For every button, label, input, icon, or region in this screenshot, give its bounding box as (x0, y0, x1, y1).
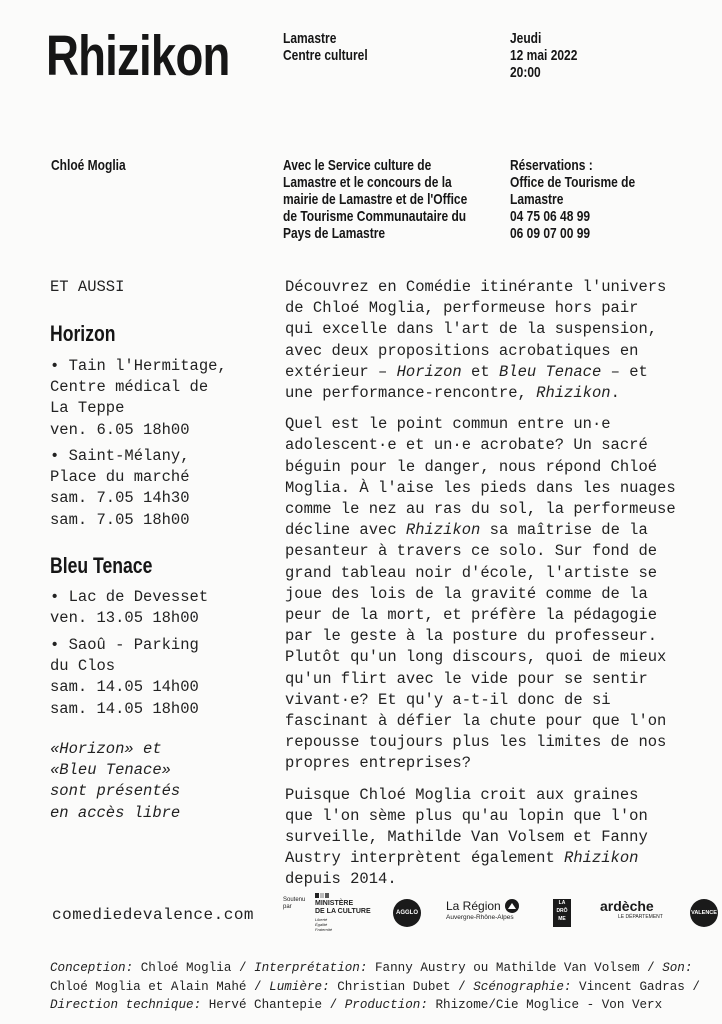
credits (50, 959, 710, 1015)
text-line: par le geste à la posture du professeur. (285, 627, 658, 646)
text-line: de Chloé Moglia, performeuse hors pair (285, 299, 639, 318)
event-day: Jeudi (510, 30, 542, 47)
text-line: joue des lois de la gravité comme de la (285, 584, 648, 603)
listing-line: du Clos (50, 657, 116, 676)
phone-number[interactable]: 06 09 07 00 99 (510, 225, 591, 242)
reservations-org: Office de Tourisme de (510, 174, 636, 191)
text-line: avec deux propositions acrobatiques en (285, 341, 639, 360)
valence-logo (690, 899, 718, 927)
text-line: Découvrez en Comédie itinérante l'univers (285, 278, 667, 296)
ardeche-logo (600, 899, 663, 920)
text-line: vivant·e? Et qu'y a-t-il donc de si (285, 690, 611, 709)
listing-line: • Saint-Mélany, (50, 447, 190, 465)
listing-line: La Teppe (50, 399, 125, 418)
valence-label: VALENCE (691, 910, 717, 916)
ministere-name: MINISTÈRE (315, 900, 354, 907)
credit-value: Vincent Gadras / (571, 979, 700, 994)
credit-role: Conception: (50, 961, 134, 975)
text-line: depuis 2014. (285, 870, 397, 889)
text-line: Plutôt qu'un long discours, quoi de mieux (285, 648, 667, 667)
drome-letters: ME (558, 916, 566, 922)
flag-icon (315, 893, 371, 898)
listing-line: sam. 7.05 14h30 (50, 489, 190, 508)
also-label: ET AUSSI (50, 278, 125, 296)
artist-name: Chloé Moglia (51, 157, 126, 174)
listing-line: Place du marché (50, 468, 190, 487)
page-title: Rhizikon (46, 24, 230, 88)
text-line: repousse toujours plus les limites de nos (285, 733, 667, 752)
free-access-note (50, 739, 180, 824)
event-date: 12 mai 2022 (510, 47, 578, 64)
credit-value: Chloé Moglia et Alain Mahé / (50, 979, 270, 994)
credit-value: Christian Dubet / (329, 979, 474, 994)
drome-letters: LA (558, 900, 566, 906)
ardeche-name: ardèche (600, 898, 654, 914)
listing-line: • Lac de Devesset (50, 588, 209, 606)
credit-value: Fanny Austry ou Mathilde Van Volsem / (367, 961, 663, 975)
reservations-block (510, 157, 635, 242)
venue-town: Lamastre (283, 30, 337, 47)
paragraph-intro (285, 277, 715, 404)
credit-role: Production: (344, 998, 428, 1012)
bleu-venue-1 (50, 587, 208, 629)
text-line: qu'un flirt avec le vide pour se sentir (285, 669, 648, 688)
credit-value: Hervé Chantepie / (201, 998, 345, 1012)
agglo-label: AGGLO (396, 910, 418, 916)
ministere-name: DE LA CULTURE (315, 908, 371, 915)
partners-line: Avec le Service culture de (283, 157, 432, 174)
text-line: béguin pour le danger, nous répond Chloé (285, 457, 658, 476)
note-line: en accès libre (50, 803, 181, 822)
note-line: «Horizon» et (50, 740, 162, 758)
text-line: Quel est le point commun entre un·e (285, 415, 611, 434)
supported-by-label: Soutenu par (283, 897, 306, 910)
text-line: Austry interprètent également Rhizikon (285, 849, 639, 868)
text-line: qui excelle dans l'art de la suspension, (285, 320, 658, 339)
note-line: «Bleu Tenace» (50, 761, 171, 780)
text-line: comme le nez au ras du sol, la performeuse (285, 500, 676, 519)
text-line: surveille, Mathilde Van Volsem et Fanny (285, 828, 648, 847)
paragraph-description (285, 414, 715, 774)
event-time: 20:00 (510, 64, 541, 81)
motto-line: Fraternité (315, 927, 333, 932)
credit-role: Scénographie: (473, 979, 572, 994)
horizon-venue-1 (50, 356, 227, 441)
text-line: Puisque Chloé Moglia croit aux graines (285, 785, 639, 804)
website-link[interactable]: comediedevalence.com (52, 906, 255, 924)
listing-line: sam. 7.05 18h00 (50, 510, 190, 529)
text-line: extérieur – Horizon et Bleu Tenace – et (285, 362, 648, 381)
credit-role: Son: (662, 961, 693, 975)
partners-block (283, 157, 467, 242)
text-line: que l'on sème plus qu'au lopin que l'on (285, 806, 648, 825)
region-subtitle: Auvergne-Rhône-Alpes (446, 914, 514, 921)
credit-role: Lumière: (269, 979, 330, 994)
bleu-tenace-title: Bleu Tenace (50, 553, 153, 578)
text-line: adolescent·e et un·e acrobate? Un sacré (285, 436, 648, 455)
text-line: une performance-rencontre, Rhizikon. (285, 384, 620, 403)
note-line: sont présentés (50, 782, 181, 801)
text-line: décline avec Rhizikon sa maîtrise de la (285, 521, 648, 540)
credit-role: Interprétation: (254, 961, 368, 975)
venue-name: Centre culturel (283, 47, 368, 64)
credit-value: Rhizome/Cie Moglice - Von Verx (427, 998, 663, 1012)
mountain-icon (505, 899, 519, 913)
motto-line: Égalité (315, 922, 328, 927)
partners-line: de Tourisme Communautaire du (283, 208, 467, 225)
region-logo (446, 899, 519, 921)
listing-line: • Tain l'Hermitage, (50, 357, 227, 375)
listing-line: sam. 14.05 18h00 (50, 699, 199, 718)
agglo-logo (393, 899, 421, 927)
listing-line: ven. 13.05 18h00 (50, 609, 199, 628)
text-line: propres entreprises? (285, 754, 472, 773)
text-line: Moglia. À l'aise les pieds dans les nuages (285, 478, 676, 497)
listing-line: • Saoû - Parking (50, 636, 199, 654)
bleu-venue-2 (50, 635, 199, 720)
main-article (285, 277, 715, 901)
ardeche-subtitle: LE DÉPARTEMENT (618, 914, 663, 920)
credit-role: Direction technique: (50, 998, 202, 1012)
listing-line: sam. 14.05 14h00 (50, 678, 199, 697)
horizon-title: Horizon (50, 321, 116, 346)
drome-letters: DRÔ (556, 908, 568, 914)
listing-line: ven. 6.05 18h00 (50, 420, 190, 439)
horizon-venue-2 (50, 446, 190, 531)
partners-line: mairie de Lamastre et de l'Office (283, 191, 468, 208)
paragraph-closing (285, 785, 715, 891)
partners-line: Lamastre et le concours de la (283, 174, 452, 191)
motto-line: Liberté (315, 917, 328, 922)
text-line: pesanteur à travers ce solo. Sur fond de (285, 542, 658, 561)
reservations-org: Lamastre (510, 191, 564, 208)
phone-number[interactable]: 04 75 06 48 99 (510, 208, 591, 225)
region-name: La Région (446, 899, 501, 913)
partners-line: Pays de Lamastre (283, 225, 386, 242)
reservations-label: Réservations : (510, 157, 593, 174)
drome-logo (553, 899, 571, 927)
text-line: fascinant à défier la chute pour que l'on (285, 712, 667, 731)
credit-value: Chloé Moglia / (133, 961, 255, 975)
text-line: peur de la mort, et préfère la pédagogie (285, 606, 658, 625)
listing-line: Centre médical de (50, 378, 209, 397)
venue (283, 30, 368, 64)
ministere-logo (315, 893, 371, 932)
event-datetime (510, 30, 577, 81)
text-line: grand tableau noir d'école, l'artiste se (285, 563, 658, 582)
